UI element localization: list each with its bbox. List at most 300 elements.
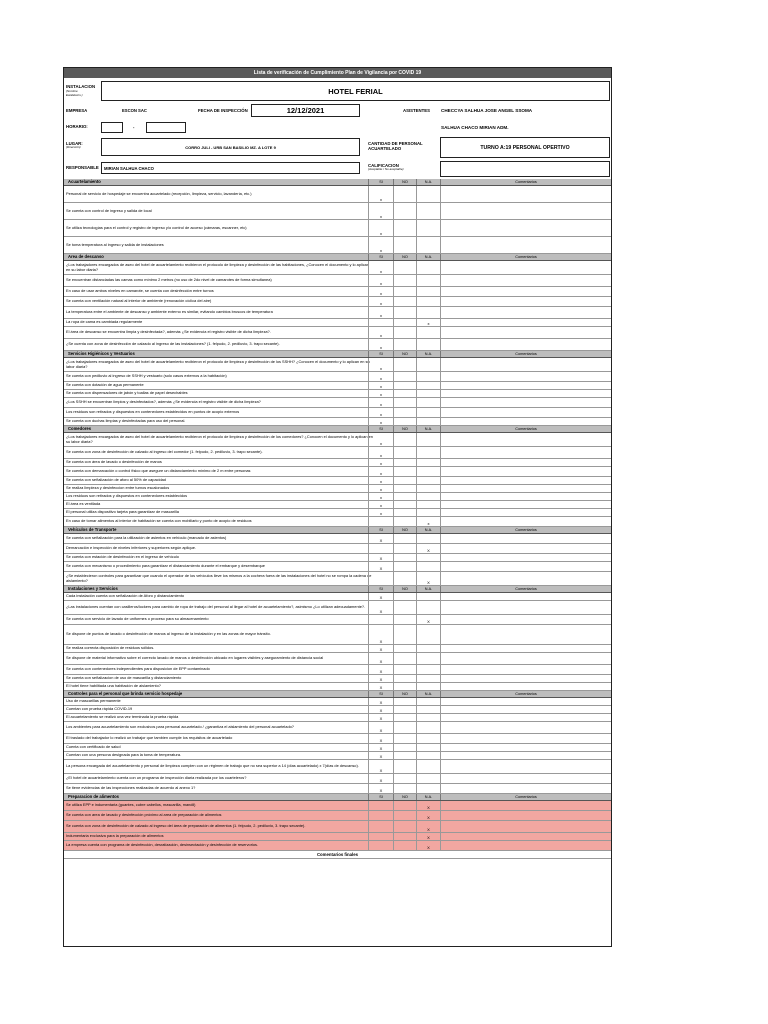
question-text: En caso de usar ambos niveles en camarote, se cuenta con desinfección entre turnos <box>66 288 214 294</box>
fecha-label: FECHA DE INSPECCIÓN <box>198 108 248 113</box>
answer-na <box>416 665 440 674</box>
answer-na <box>416 601 440 614</box>
answer-si: x <box>368 408 393 417</box>
checklist-row <box>64 752 611 760</box>
answer-no <box>393 625 416 644</box>
checklist-row <box>64 675 611 683</box>
col-header-no: NO <box>393 527 416 533</box>
lugar-sublabel: (Dirección) <box>66 145 81 149</box>
answer-si: x <box>368 493 393 500</box>
answer-na: x <box>416 319 440 326</box>
final-comments-label: Comentarios finales <box>64 851 611 859</box>
answer-si: X <box>368 675 393 682</box>
answer-si: x <box>368 203 393 219</box>
answer-si: X <box>368 683 393 690</box>
answer-no <box>393 801 416 810</box>
answer-na <box>416 220 440 236</box>
answer-no <box>393 220 416 236</box>
comment-cell <box>440 186 611 202</box>
answer-si: x <box>368 275 393 286</box>
comment-cell <box>440 477 611 484</box>
answer-na <box>416 714 440 721</box>
col-header-no: NO <box>393 351 416 357</box>
horario-label: HORARIO: <box>66 124 88 129</box>
answer-no <box>393 675 416 682</box>
answer-na <box>416 382 440 389</box>
comment-cell <box>440 390 611 397</box>
comment-cell <box>440 572 611 585</box>
checklist-row <box>64 841 611 851</box>
col-header-comments: Comentarios <box>440 179 611 185</box>
answer-na <box>416 358 440 371</box>
col-header-na: N.A. <box>416 179 440 185</box>
answer-no <box>393 339 416 350</box>
answer-na <box>416 418 440 425</box>
document-title: Lista de verificación de Cumplimiento Plan de Vigilancia por COVID 19 <box>64 68 611 78</box>
comment-cell <box>440 372 611 381</box>
answer-na <box>416 683 440 690</box>
comment-cell <box>440 801 611 810</box>
answer-no <box>393 562 416 571</box>
checklist-row <box>64 714 611 722</box>
answer-si: x <box>368 447 393 458</box>
comment-cell <box>440 744 611 751</box>
answer-na <box>416 261 440 274</box>
col-header-na: N.A. <box>416 691 440 697</box>
comment-cell <box>440 509 611 516</box>
col-header-si: SI <box>368 351 393 357</box>
checklist-row <box>64 722 611 734</box>
answer-no <box>393 501 416 508</box>
comment-cell <box>440 625 611 644</box>
col-header-no: NO <box>393 586 416 592</box>
checklist-row <box>64 706 611 714</box>
comment-cell <box>440 554 611 561</box>
checklist-row <box>64 237 611 254</box>
checklist-row <box>64 477 611 485</box>
answer-na: X <box>416 811 440 820</box>
col-header-si: SI <box>368 426 393 432</box>
answer-si: X <box>368 593 393 600</box>
answer-na <box>416 327 440 338</box>
question-text: Se tiene evidencias de las inspecciones realizadas de acuerdo al anexo 1? <box>66 785 196 791</box>
answer-no <box>393 615 416 624</box>
responsable-label: RESPONSABLE <box>66 165 99 170</box>
answer-no <box>393 653 416 664</box>
question-text: Se cuenta con contenedores independientes para disposicion de EPP contaminado <box>66 666 210 672</box>
answer-na <box>416 287 440 296</box>
question-text: Se realiza correcta disposición de residuos sólidos. <box>66 645 155 651</box>
checklist-row <box>64 653 611 665</box>
checklist-row <box>64 509 611 517</box>
question-text: La persona encargada del acuartelamiento y personal de limpieza cumplen con un régimen de trabajo que no sea superior a 14 (días acuartelado) x 7(días de descanso). <box>66 763 359 769</box>
comment-cell <box>440 645 611 652</box>
question-text: El área de descanso se encuentra limpia y desinfectada?, además ¿Se evidencia el registro visible de dicha limpieza?. <box>66 329 271 335</box>
comment-cell <box>440 821 611 832</box>
lugar-label: LUGAR: <box>66 141 83 146</box>
answer-na: X <box>416 841 440 850</box>
comment-cell <box>440 339 611 350</box>
checklist-row <box>64 418 611 426</box>
col-header-no: NO <box>393 426 416 432</box>
empresa-value: ESCON SAC <box>122 108 147 113</box>
answer-si <box>368 821 393 832</box>
answer-no <box>393 734 416 743</box>
answer-na <box>416 625 440 644</box>
answer-si: x <box>368 467 393 476</box>
answer-na <box>416 467 440 476</box>
comment-cell <box>440 698 611 705</box>
comment-cell <box>440 601 611 614</box>
answer-na: X <box>416 615 440 624</box>
col-header-si: SI <box>368 254 393 260</box>
checklist-row <box>64 833 611 841</box>
question-text: Se cuenta con ventilación natural al interior de ambiente (renovación cíclica del aire) <box>66 298 212 304</box>
col-header-comments: Comentarios <box>440 527 611 533</box>
col-header-comments: Comentarios <box>440 351 611 357</box>
answer-no <box>393 237 416 253</box>
comment-cell <box>440 203 611 219</box>
answer-si: x <box>368 477 393 484</box>
question-text: El personal utiliza dispositivo tarjeta para garantizar de mascarilla <box>66 509 179 515</box>
answer-si: X <box>368 554 393 561</box>
checklist-row <box>64 534 611 544</box>
comment-cell <box>440 433 611 446</box>
answer-no <box>393 319 416 326</box>
answer-si: X <box>368 744 393 751</box>
answer-no <box>393 493 416 500</box>
answer-na <box>416 554 440 561</box>
comment-cell <box>440 593 611 600</box>
empresa-label: EMPRESA <box>66 108 88 113</box>
answer-no <box>393 327 416 338</box>
answer-no <box>393 275 416 286</box>
col-header-si: SI <box>368 794 393 800</box>
comment-cell <box>440 675 611 682</box>
col-header-no: NO <box>393 254 416 260</box>
answer-na <box>416 722 440 733</box>
question-text: ¿Se establecieron controles para garantizar que cuando el operador de los vehículos lleve los mismos a la cochera fuera de las instalaciones del hotel no se rompa la cadena de aislamiento? <box>66 573 372 583</box>
checklist-row <box>64 203 611 220</box>
answer-no <box>393 645 416 652</box>
answer-na <box>416 447 440 458</box>
question-text: Indumentaria exclusiva para la preparación de alimentos <box>66 833 164 839</box>
col-header-no: NO <box>393 794 416 800</box>
comment-cell <box>440 485 611 492</box>
comment-cell <box>440 734 611 743</box>
checklist-row <box>64 297 611 307</box>
answer-na <box>416 339 440 350</box>
answer-no <box>393 408 416 417</box>
question-text: Se cuenta con servicio de lavado de uniformes o proceso para su almacenamiento <box>66 616 209 622</box>
comment-cell <box>440 327 611 338</box>
answer-no <box>393 477 416 484</box>
comment-cell <box>440 493 611 500</box>
checklist-row <box>64 398 611 408</box>
answer-na <box>416 734 440 743</box>
checklist-row <box>64 760 611 774</box>
comment-cell <box>440 544 611 553</box>
answer-na <box>416 203 440 219</box>
col-header-comments: Comentarios <box>440 586 611 592</box>
answer-si: X <box>368 534 393 543</box>
question-text: La temperatura entre el ambiente de descanso y ambiente externo es similar, evitando cambios bruscos de temperatura <box>66 309 273 315</box>
checklist-row <box>64 501 611 509</box>
answer-no <box>393 467 416 476</box>
checklist-row <box>64 562 611 572</box>
answer-no <box>393 517 416 526</box>
section-title: Preparacion de alimentos <box>68 794 119 799</box>
answer-no <box>393 760 416 773</box>
answer-si: X <box>368 562 393 571</box>
answer-na <box>416 493 440 500</box>
horario-end <box>146 122 186 133</box>
answer-no <box>393 841 416 850</box>
checklist-row <box>64 683 611 691</box>
question-text: En caso de tomar alimentos al interior de habitación se cuenta con mobiliario y punto de acopio de residuos <box>66 518 252 524</box>
answer-na <box>416 645 440 652</box>
answer-na <box>416 784 440 793</box>
section-header <box>64 179 611 186</box>
answer-si: x <box>368 339 393 350</box>
answer-si: X <box>368 734 393 743</box>
comment-cell <box>440 501 611 508</box>
answer-na <box>416 653 440 664</box>
question-text: ¿Se cuenta con zona de desinfección de calzado al ingreso de las instalaciones? (1. felpudo, 2. pediluvio, 3. trapo secante). <box>66 341 280 347</box>
question-text: Cuenta con certificado de salud <box>66 744 121 750</box>
answer-si <box>368 319 393 326</box>
comment-cell <box>440 665 611 674</box>
question-text: Se cuenta con duchas limpias y desinfectadas para uso del personal. <box>66 418 186 424</box>
checklist-row <box>64 801 611 811</box>
section-header <box>64 586 611 593</box>
answer-si: X <box>368 714 393 721</box>
question-text: Cada instalación cuenta con señalización de Aforo y distanciamiento <box>66 593 185 599</box>
comment-cell <box>440 261 611 274</box>
answer-na <box>416 675 440 682</box>
answer-si: x <box>368 358 393 371</box>
answer-no <box>393 821 416 832</box>
section-header <box>64 794 611 801</box>
answer-si: x <box>368 459 393 466</box>
answer-na <box>416 408 440 417</box>
answer-na <box>416 760 440 773</box>
answer-no <box>393 509 416 516</box>
answer-si: X <box>368 698 393 705</box>
question-text: Se cuenta con pediluvio al ingreso de SSHH y vestuario (solo casos externos a la habitación) <box>66 373 227 379</box>
comment-cell <box>440 447 611 458</box>
answer-si: X <box>368 752 393 759</box>
col-header-comments: Comentarios <box>440 691 611 697</box>
answer-no <box>393 544 416 553</box>
answer-si: x <box>368 398 393 407</box>
checklist-row <box>64 645 611 653</box>
answer-si: x <box>368 501 393 508</box>
answer-si <box>368 517 393 526</box>
col-header-comments: Comentarios <box>440 426 611 432</box>
answer-si: X <box>368 645 393 652</box>
checklist-row <box>64 261 611 275</box>
comment-cell <box>440 683 611 690</box>
question-text: Uso de mascarillas permanente <box>66 698 121 704</box>
answer-si: x <box>368 307 393 318</box>
comment-cell <box>440 382 611 389</box>
answer-si: x <box>368 433 393 446</box>
col-header-si: SI <box>368 691 393 697</box>
answer-na <box>416 477 440 484</box>
question-text: Se encuentran distanciadas las camas como mínimo 2 metros (no uso de 2do nivel de camarotes de forma simultanea) <box>66 277 272 283</box>
section-header <box>64 351 611 358</box>
asistentes-line2: SALHUA CHACO MIRIAN ADM. <box>441 125 509 130</box>
question-text: Se cuenta con señalización de aforo al 50% de capacidad <box>66 477 166 483</box>
checklist-row <box>64 485 611 493</box>
checklist-row <box>64 821 611 833</box>
answer-no <box>393 186 416 202</box>
answer-si <box>368 544 393 553</box>
checklist-row <box>64 433 611 447</box>
answer-si: X <box>368 706 393 713</box>
checklist-row <box>64 459 611 467</box>
answer-si <box>368 811 393 820</box>
question-text: Los residuos son retirados y dispuestos en contenedores establecidos en puntos de acopio externos <box>66 409 240 415</box>
col-header-si: SI <box>368 179 393 185</box>
checklist-row <box>64 408 611 418</box>
instalacion-sublabel: (Nombre Establecim.) <box>66 89 83 97</box>
answer-si: X <box>368 625 393 644</box>
answer-si: x <box>368 382 393 389</box>
answer-na <box>416 186 440 202</box>
col-header-na: N.A. <box>416 527 440 533</box>
answer-no <box>393 287 416 296</box>
comment-cell <box>440 237 611 253</box>
answer-si: x <box>368 390 393 397</box>
question-text: Se utiliza tecnologías para el control y registro de ingreso y/o control de acceso (cámaras, escanner, etc) <box>66 224 247 230</box>
checklist-row <box>64 220 611 237</box>
question-text: Se dispone de material informativo sobre el correcto lavado de manos o desinfección ubicado en lugares visibles y aseguramiento de distancia social <box>66 655 324 661</box>
responsable-value: MIRIAN SALHUA CHACO <box>101 162 360 174</box>
answer-si: X <box>368 722 393 733</box>
answer-na: X <box>416 801 440 810</box>
checklist-row <box>64 447 611 459</box>
answer-na <box>416 275 440 286</box>
answer-no <box>393 714 416 721</box>
comment-cell <box>440 459 611 466</box>
answer-si: x <box>368 261 393 274</box>
comment-cell <box>440 307 611 318</box>
answer-no <box>393 433 416 446</box>
checklist-row <box>64 698 611 706</box>
answer-no <box>393 554 416 561</box>
checklist-row <box>64 615 611 625</box>
question-text: Se realiza limpieza y desinfeccion entre turnos escalonados <box>66 485 170 491</box>
answer-na <box>416 372 440 381</box>
answer-no <box>393 459 416 466</box>
answer-no <box>393 261 416 274</box>
answer-no <box>393 390 416 397</box>
answer-si <box>368 841 393 850</box>
comment-cell <box>440 722 611 733</box>
instalacion-label: INSTALACION <box>66 84 96 89</box>
answer-na <box>416 501 440 508</box>
checklist-row <box>64 774 611 784</box>
question-text: ¿El hotel de acuartelamiento cuenta con un programa de inspección diaria realizada por los cuarteleros? <box>66 775 247 781</box>
asistentes-label: ASISTENTES <box>403 108 430 113</box>
col-header-comments: Comentarios <box>440 794 611 800</box>
answer-na: X <box>416 821 440 832</box>
answer-no <box>393 784 416 793</box>
checklist-row <box>64 467 611 477</box>
question-text: Se cuenta con demarcación o control físico que asegure un distanciamiento mínimo de 2 m entre personas <box>66 468 251 474</box>
answer-na <box>416 509 440 516</box>
comment-cell <box>440 275 611 286</box>
question-text: ¿Los trabajadores encargados de aseo del hotel de acuartelamiento recibieron el protocolo de limpieza y desinfección de las habitaciones, ¿Conocen el documento y lo aplican en su labor diaria? <box>66 262 370 272</box>
section-title: Vehículos de Transporte <box>68 527 117 532</box>
answer-si: X <box>368 784 393 793</box>
checklist-row <box>64 734 611 744</box>
answer-no <box>393 698 416 705</box>
question-text: Personal de servicio de hospedaje se encuentra acuartelado (recepción, limpieza, servicio, lavandería, etc.) <box>66 190 252 196</box>
answer-si: x <box>368 220 393 236</box>
answer-no <box>393 665 416 674</box>
answer-si: x <box>368 509 393 516</box>
section-header <box>64 254 611 261</box>
checklist-row <box>64 811 611 821</box>
section-title: Instalaciones y Servicios <box>68 586 118 591</box>
horario-separator: - <box>133 125 135 130</box>
comment-cell <box>440 534 611 543</box>
answer-si <box>368 801 393 810</box>
answer-si: x <box>368 186 393 202</box>
question-text: ¿Los SSHH se encuentran limpios y desinfectados?, además ¿Se evidencia el registro visible de dicha limpieza? <box>66 399 261 405</box>
answer-na <box>416 485 440 492</box>
answer-si <box>368 615 393 624</box>
answer-si: X <box>368 665 393 674</box>
checklist-row <box>64 390 611 398</box>
question-text: Se dispone de puntos de lavado o desinfección de manos al ingreso de la instalación y en las zonas de mayor tránsito. <box>66 631 271 637</box>
checklist-row <box>64 493 611 501</box>
question-text: Se cuenta con señalizacion de uso de mascarilla y distanciamiento <box>66 675 182 681</box>
answer-no <box>393 683 416 690</box>
answer-si: X <box>368 601 393 614</box>
question-text: Se cuenta con area de lavado y desinfección próximo al area de preparación de alimentos <box>66 812 222 818</box>
answer-no <box>393 372 416 381</box>
comment-cell <box>440 408 611 417</box>
question-text: ¿Los trabajadores encargados de aseo del hotel de acuartelamiento recibieron el protocolo de limpieza y desinfección de los comedores? ¿Conocen el documento y lo aplican en su labor diaria? <box>66 434 373 444</box>
section-header <box>64 426 611 433</box>
comment-cell <box>440 752 611 759</box>
question-text: Se toma temperatura al ingreso y salida de instalaciones <box>66 241 164 247</box>
question-text: Demarcación e inspección de niveles inferiores y superiores según aplique. <box>66 545 196 551</box>
checklist-row <box>64 275 611 287</box>
checklist-row <box>64 307 611 319</box>
answer-si <box>368 833 393 840</box>
answer-no <box>393 398 416 407</box>
checklist-row <box>64 572 611 586</box>
calificacion-value <box>440 161 610 177</box>
horario-start <box>101 122 123 133</box>
question-text: Se cuenta con estación de desinfección en el ingreso de vehículo <box>66 554 179 560</box>
question-text: Se cuenta con dotación de agua permanente <box>66 382 144 388</box>
answer-no <box>393 297 416 306</box>
answer-no <box>393 593 416 600</box>
comment-cell <box>440 653 611 664</box>
comment-cell <box>440 760 611 773</box>
checklist-row <box>64 339 611 351</box>
checklist-row <box>64 544 611 554</box>
question-text: Cuentan con prueba rápida COVID-19 <box>66 706 133 712</box>
answer-si <box>368 572 393 585</box>
answer-na <box>416 752 440 759</box>
